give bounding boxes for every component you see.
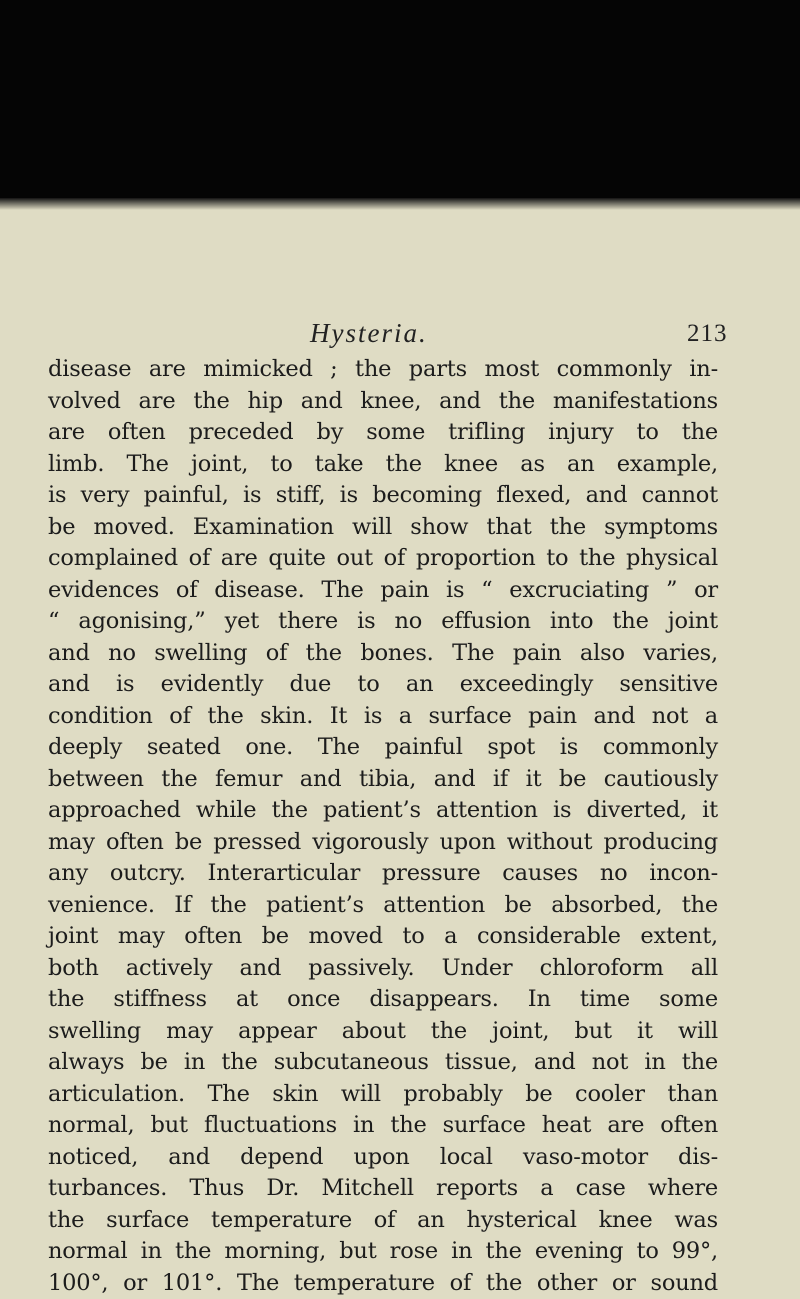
text-line: always be in the subcutaneous tissue, and not in the (48, 1047, 718, 1079)
text-line: disease are mimicked ; the parts most commonly in- (48, 354, 718, 386)
text-line: may often be pressed vigorously upon without producing (48, 827, 718, 859)
text-line: the stiffness at once disappears. In time some (48, 984, 718, 1016)
text-line: deeply seated one. The painful spot is commonly (48, 732, 718, 764)
text-line: volved are the hip and knee, and the manifestations (48, 386, 718, 418)
text-line: between the femur and tibia, and if it be cautiously (48, 764, 718, 796)
running-head (0, 318, 800, 358)
text-line: “ agonising,” yet there is no effusion into the joint (48, 606, 718, 638)
text-line: is very painful, is stiff, is becoming flexed, and cannot (48, 480, 718, 512)
page-number: 213 (687, 320, 728, 348)
body-text (48, 354, 718, 1299)
text-line: any outcry. Interarticular pressure causes no incon- (48, 858, 718, 890)
text-line: noticed, and depend upon local vaso-motor dis- (48, 1142, 718, 1174)
book-page (0, 210, 800, 1270)
text-line: normal in the morning, but rose in the evening to 99°, (48, 1236, 718, 1268)
scan-edge-shadow (0, 198, 800, 210)
text-line: 100°, or 101°. The temperature of the other or sound (48, 1268, 718, 1299)
text-line: and no swelling of the bones. The pain also varies, (48, 638, 718, 670)
text-line: normal, but fluctuations in the surface heat are often (48, 1110, 718, 1142)
text-line: swelling may appear about the joint, but it will (48, 1016, 718, 1048)
text-line: are often preceded by some trifling injury to the (48, 417, 718, 449)
text-line: be moved. Examination will show that the symptoms (48, 512, 718, 544)
text-line: venience. If the patient’s attention be absorbed, the (48, 890, 718, 922)
text-line: condition of the skin. It is a surface pain and not a (48, 701, 718, 733)
text-line: both actively and passively. Under chloroform all (48, 953, 718, 985)
scan-dark-margin (0, 0, 800, 205)
text-line: joint may often be moved to a considerable extent, (48, 921, 718, 953)
text-line: turbances. Thus Dr. Mitchell reports a case where (48, 1173, 718, 1205)
text-line: approached while the patient’s attention is diverted, it (48, 795, 718, 827)
text-line: evidences of disease. The pain is “ excruciating ” or (48, 575, 718, 607)
running-title: Hysteria. (310, 318, 428, 349)
text-line: limb. The joint, to take the knee as an example, (48, 449, 718, 481)
text-line: complained of are quite out of proportion to the physical (48, 543, 718, 575)
text-line: articulation. The skin will probably be cooler than (48, 1079, 718, 1111)
text-line: and is evidently due to an exceedingly sensitive (48, 669, 718, 701)
text-line: the surface temperature of an hysterical knee was (48, 1205, 718, 1237)
